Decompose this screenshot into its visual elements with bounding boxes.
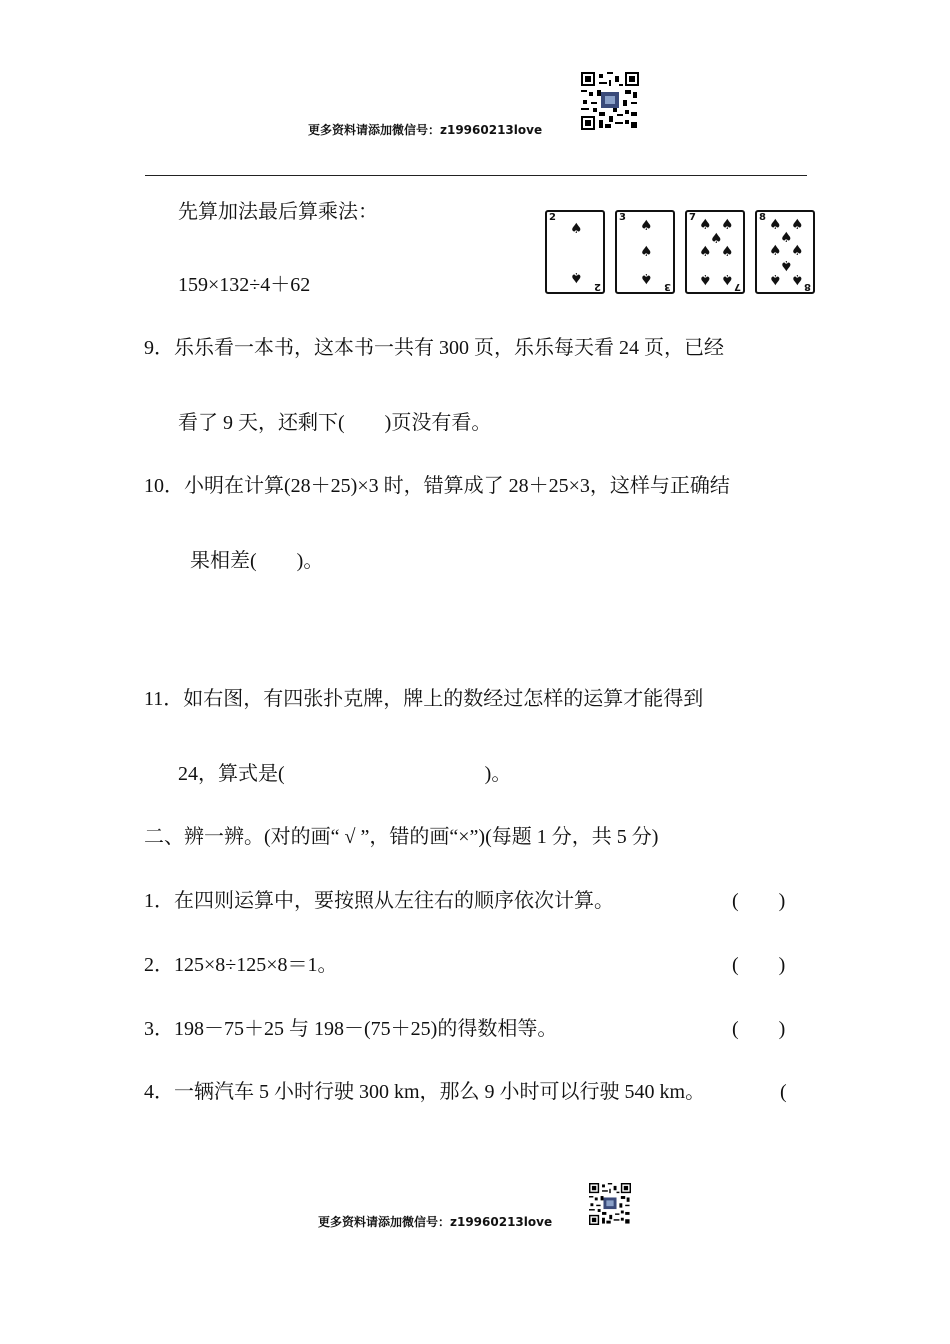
header-qr-code — [581, 72, 639, 130]
question-11-line-2: 24，算式是( )。 — [178, 763, 512, 785]
question-11-line-1: 11．如右图，有四张扑克牌，牌上的数经过怎样的运算才能得到 — [144, 688, 704, 710]
spade-icon: ♠ — [699, 271, 712, 287]
question-9-line-2: 看了 9 天，还剩下( )页没有看。 — [178, 412, 492, 434]
card-rank-top: 2 — [549, 212, 556, 223]
card-8-of-spades — [755, 210, 815, 294]
spade-icon: ♠ — [640, 244, 653, 260]
spade-icon: ♠ — [791, 271, 804, 287]
card-rank-bottom: 2 — [594, 281, 601, 292]
spade-icon: ♠ — [721, 217, 734, 233]
judge-item-2-text: 2．125×8÷125×8＝1。 — [144, 954, 338, 976]
spade-icon: ♠ — [780, 230, 793, 246]
spade-icon: ♠ — [710, 231, 723, 247]
question-9-line-1: 9．乐乐看一本书，这本书一共有 300 页，乐乐每天看 24 页，已经 — [144, 337, 724, 359]
card-3-of-spades — [615, 210, 675, 294]
spade-icon: ♠ — [570, 221, 583, 237]
spade-icon: ♠ — [721, 244, 734, 260]
spade-icon: ♠ — [570, 269, 583, 285]
spade-icon: ♠ — [780, 257, 793, 273]
card-rank-top: 8 — [759, 212, 766, 223]
card-rank-top: 3 — [619, 212, 626, 223]
question-10-line-2: 果相差( )。 — [190, 550, 324, 572]
card-7-of-spades — [685, 210, 745, 294]
spade-icon: ♠ — [791, 243, 804, 259]
footer-contact-text: 更多资料请添加微信号：z19960213love — [318, 1215, 553, 1229]
card-2-of-spades — [545, 210, 605, 294]
footer-qr-code — [589, 1183, 631, 1225]
intro-line-2: 159×132÷4＋62 — [178, 274, 311, 296]
card-rank-bottom: 8 — [804, 281, 811, 292]
header-divider — [145, 175, 807, 176]
judge-item-1-answer: ( ) — [732, 890, 786, 912]
intro-line-1: 先算加法最后算乘法： — [178, 201, 378, 223]
spade-icon: ♠ — [699, 244, 712, 260]
judge-item-4-text: 4．一辆汽车 5 小时行驶 300 km，那么 9 小时可以行驶 540 km。 — [144, 1081, 706, 1103]
section-2-title: 二、辨一辨。(对的画“ √ ”，错的画“×”)(每题 1 分，共 5 分) — [144, 826, 659, 848]
spade-icon: ♠ — [769, 271, 782, 287]
spade-icon: ♠ — [769, 217, 782, 233]
judge-item-4-answer: ( — [780, 1081, 787, 1103]
spade-icon: ♠ — [769, 243, 782, 259]
judge-item-3-text: 3．198－75＋25 与 198－(75＋25)的得数相等。 — [144, 1018, 558, 1040]
judge-item-1-text: 1．在四则运算中，要按照从左往右的顺序依次计算。 — [144, 890, 614, 912]
card-rank-top: 7 — [689, 212, 696, 223]
spade-icon: ♠ — [699, 217, 712, 233]
card-rank-bottom: 7 — [734, 281, 741, 292]
card-rank-bottom: 3 — [664, 281, 671, 292]
spade-icon: ♠ — [640, 218, 653, 234]
spade-icon: ♠ — [721, 271, 734, 287]
question-10-line-1: 10．小明在计算(28＋25)×3 时，错算成了 28＋25×3，这样与正确结 — [144, 475, 730, 497]
header-contact-text: 更多资料请添加微信号：z19960213love — [308, 123, 543, 137]
judge-item-2-answer: ( ) — [732, 954, 786, 976]
spade-icon: ♠ — [791, 217, 804, 233]
spade-icon: ♠ — [640, 270, 653, 286]
judge-item-3-answer: ( ) — [732, 1018, 786, 1040]
